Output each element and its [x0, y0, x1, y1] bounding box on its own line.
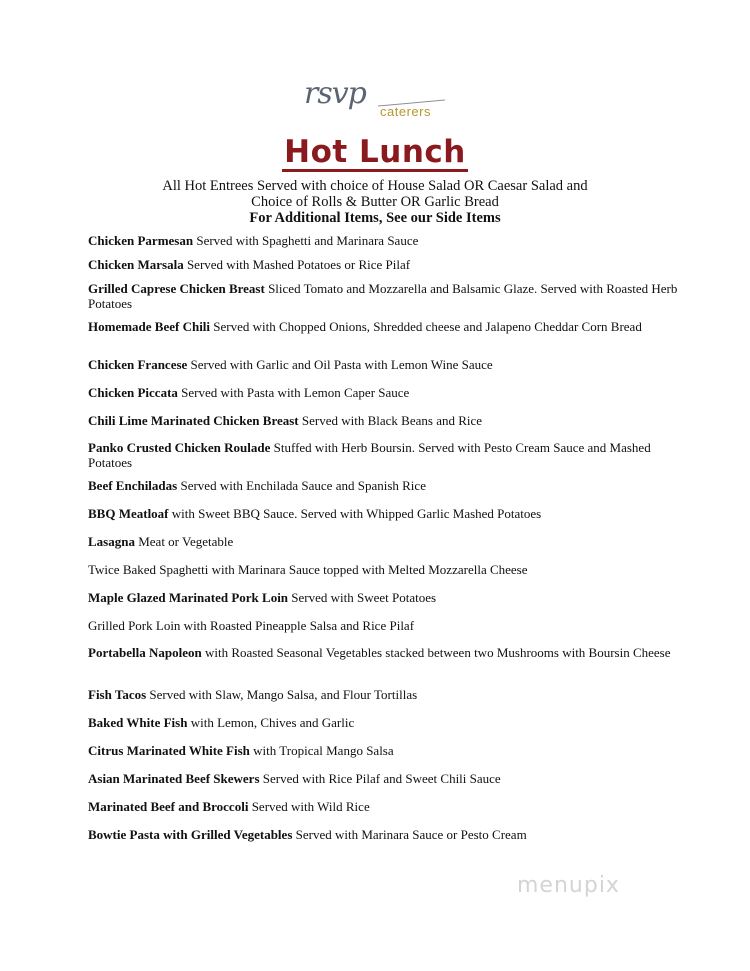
menu-item: [88, 771, 678, 786]
menu-item: [88, 687, 678, 702]
menu-item-name: Asian Marinated Beef Skewers: [88, 771, 260, 786]
menu-item: [88, 385, 678, 400]
menu-item-name: Grilled Caprese Chicken Breast: [88, 281, 265, 296]
menu-item: [88, 590, 678, 605]
menu-item-desc: Grilled Pork Loin with Roasted Pineapple Salsa and Rice Pilaf: [88, 618, 415, 633]
menu-item-desc: Stuffed with Herb Boursin. Served with Pesto Cream Sauce and Mashed Potatoes: [88, 440, 651, 470]
logo-caterers-text: caterers: [380, 104, 431, 119]
menu-item: [88, 413, 678, 428]
menu-item-desc: Twice Baked Spaghetti with Marinara Sauce topped with Melted Mozzarella Cheese: [88, 562, 528, 577]
menu-item-desc: Served with Spaghetti and Marinara Sauce: [193, 233, 419, 248]
menu-item: [88, 827, 678, 842]
menu-item: [88, 319, 678, 334]
menu-item: [88, 281, 678, 311]
intro-line-2: Choice of Rolls & Butter OR Garlic Bread: [251, 194, 499, 210]
menu-item-name: Chicken Piccata: [88, 385, 178, 400]
menu-item-desc: Served with Rice Pilaf and Sweet Chili Sauce: [259, 771, 501, 786]
menu-item-name: Maple Glazed Marinated Pork Loin: [88, 590, 289, 605]
menu-item: [88, 478, 678, 493]
menu-item: [88, 534, 678, 549]
menu-item-desc: Served with Marinara Sauce or Pesto Cream: [292, 827, 527, 842]
menu-item-name: Panko Crusted Chicken Roulade: [88, 440, 271, 455]
intro-line-1: All Hot Entrees Served with choice of House Salad OR Caesar Salad and: [162, 178, 588, 194]
menu-item-name: Beef Enchiladas: [88, 478, 178, 493]
menu-item-name: Baked White Fish: [88, 715, 188, 730]
menu-item: [88, 715, 678, 730]
menu-item-desc: Served with Chopped Onions, Shredded cheese and Jalapeno Cheddar Corn Bread: [210, 319, 642, 334]
menu-item-name: Marinated Beef and Broccoli: [88, 799, 249, 814]
menu-item-desc: with Roasted Seasonal Vegetables stacked between two Mushrooms with Boursin Cheese: [201, 645, 671, 660]
logo-script-text: rsvp: [304, 76, 366, 111]
menu-item-name: Chicken Marsala: [88, 257, 184, 272]
menu-item-name: Portabella Napoleon: [88, 645, 202, 660]
menu-item-name: Citrus Marinated White Fish: [88, 743, 250, 758]
menu-item-desc: Sliced Tomato and Mozzarella and Balsamic Glaze. Served with Roasted Herb Potatoes: [88, 281, 678, 311]
menu-item-name: Lasagna: [88, 534, 135, 549]
menu-item: [88, 562, 678, 577]
menu-item: [88, 233, 678, 248]
menu-item-desc: Served with Slaw, Mango Salsa, and Flour Tortillas: [146, 687, 418, 702]
menu-item-desc: Served with Wild Rice: [248, 799, 370, 814]
menu-item: [88, 799, 678, 814]
menu-item-desc: Served with Pasta with Lemon Caper Sauce: [177, 385, 410, 400]
intro-block: [0, 178, 750, 226]
menu-item: [88, 743, 678, 758]
intro-line-3: For Additional Items, See our Side Items: [249, 210, 501, 226]
menu-item: [88, 618, 678, 633]
menu-item-desc: with Sweet BBQ Sauce. Served with Whipped Garlic Mashed Potatoes: [168, 506, 542, 521]
menu-item-desc: Served with Black Beans and Rice: [298, 413, 483, 428]
menu-item-desc: with Lemon, Chives and Garlic: [187, 715, 355, 730]
menu-item-desc: Meat or Vegetable: [134, 534, 234, 549]
menu-item-desc: with Tropical Mango Salsa: [249, 743, 394, 758]
menu-item-name: Fish Tacos: [88, 687, 147, 702]
menu-item-name: Bowtie Pasta with Grilled Vegetables: [88, 827, 293, 842]
menu-item-desc: Served with Sweet Potatoes: [288, 590, 437, 605]
menu-item-desc: Served with Mashed Potatoes or Rice Pilaf: [183, 257, 411, 272]
menu-item-name: Chicken Parmesan: [88, 233, 194, 248]
page-title-text: Hot Lunch: [284, 134, 466, 170]
menu-item: [88, 357, 678, 372]
menu-item-desc: Served with Enchilada Sauce and Spanish Rice: [177, 478, 426, 493]
menu-item-name: Chili Lime Marinated Chicken Breast: [88, 413, 299, 428]
menu-item-name: Homemade Beef Chili: [88, 319, 211, 334]
rsvp-caterers-logo: [300, 76, 450, 124]
menupix-watermark: menupix: [517, 873, 620, 898]
menu-item: [88, 440, 678, 470]
menu-item: [88, 257, 678, 272]
menu-item: [88, 645, 678, 660]
menu-item-desc: Served with Garlic and Oil Pasta with Lemon Wine Sauce: [187, 357, 493, 372]
menu-item-name: Chicken Francese: [88, 357, 188, 372]
menu-item: [88, 506, 678, 521]
page-title: [0, 134, 750, 172]
menu-item-name: BBQ Meatloaf: [88, 506, 169, 521]
